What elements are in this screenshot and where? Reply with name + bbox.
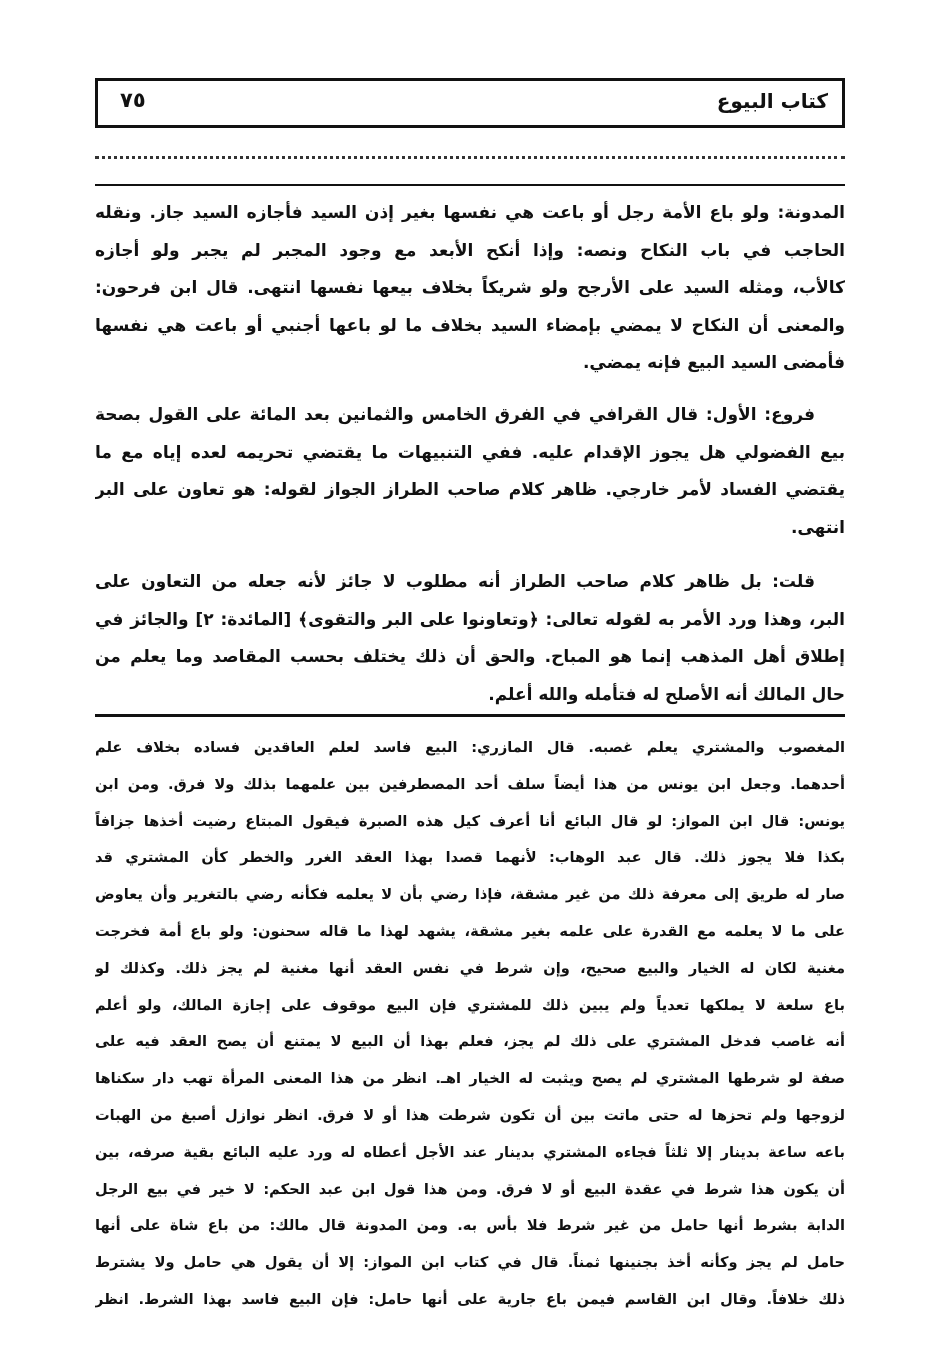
footnote-line: يونس: قال ابن المواز: لو قال البائع أنا أعرف كيل هذه الصبرة فيقول المبتاع رضيت أخذها جزافاً bbox=[95, 812, 845, 830]
footnote-line: الدابة بشرط أنها حامل من غير شرط فلا بأس به. ومن المدونة قال مالك: من باع شاة على أنها bbox=[95, 1217, 845, 1235]
footnote-line: حامل لم يجز وكأنه أخذ بجنينها ثمناً. قال في كتاب ابن المواز: إلا أن يقول هي حامل ولا يشترط bbox=[95, 1254, 845, 1272]
paragraph-line: بيع الفضولي هل يجوز الإقدام عليه. ففي التنبيهات ما يقتضي تحريمه لعده إياه مع ما bbox=[95, 442, 845, 463]
footnote-line: صفة لو شرطها المشتري لم يصح ويثبت له الخيار اهـ. انظر من هذا المعنى المرأة تهب دار سكناها bbox=[95, 1070, 845, 1088]
footnote-line: ذلك خلافاً. وقال ابن القاسم فيمن باع جارية على أنها حامل: فإن البيع فاسد بهذا الشرط. انظر bbox=[95, 1291, 845, 1308]
paragraph-line: المدونة: ولو باع الأمة رجل أو باعت هي نفسها بغير إذن السيد فأجازه السيد جاز. ونقله bbox=[95, 203, 845, 223]
running-header bbox=[95, 78, 845, 128]
paragraph-line: إطلاق أهل المذهب إنما هو المباح. والحق أن ذلك يختلف بحسب المقاصد وما يعلم من bbox=[95, 647, 845, 667]
footnote-separator bbox=[95, 714, 845, 717]
paragraph-line: يقتضي الفساد لأمر خارجي. ظاهر كلام صاحب الطراز الجواز لقوله: هو تعاون على البر bbox=[95, 480, 845, 500]
footnote-line: على ما لا يعلمه مع القدرة على علمه بغير مشقة، يشهد لهذا ما قاله سحنون: ولو باع أمة فخرجت bbox=[95, 923, 845, 940]
footnote-line: المغصوب والمشتري يعلم غصبه. قال المازري: البيع فاسد لعلم العاقدين فساده بخلاف علم bbox=[95, 739, 845, 756]
top-rule bbox=[95, 184, 845, 186]
page-number: ٧٥ bbox=[120, 88, 146, 112]
footnote-line: مغنية لكان له الخيار والبيع صحيح، وإن شرط في نفس العقد أنها مغنية لم يجز ذلك. وكذلك لو bbox=[95, 959, 845, 977]
footnote-line: بكذا فلا يجوز ذلك. قال عبد الوهاب: لأنهما قصدا بهذا العقد الغرر والخطر كأن المشتري قد bbox=[95, 849, 845, 867]
footnote-line: لزوجها ولم تحزها له حتى ماتت بين أن تكون شرطت هذا أو لا فرق. انظر نوازل أصبغ من الهبات bbox=[95, 1107, 845, 1124]
footnote-line: أن يكون هذا شرط في عقدة البيع أو لا فرق. ومن هذا قول ابن عبد الحكم: لا خير في بيع الرجل bbox=[95, 1180, 845, 1198]
paragraph-line: قلت: بل ظاهر كلام صاحب الطراز أنه مطلوب لا جائز لأنه جعله من التعاون على bbox=[95, 572, 815, 592]
footnote-line: أنه غاصب فدخل المشتري على ذلك لم يجز، فعلم بهذا أن البيع لا يمتنع أن يصح العقد فيه على bbox=[95, 1033, 845, 1051]
paragraph-line: البر، وهذا ورد الأمر به لقوله تعالى: ﴿وتعاونوا على البر والتقوى﴾ [المائدة: ٢] والجائز في bbox=[95, 609, 845, 630]
paragraph-line: حال المالك أنه الأصلح له فتأمله والله أعلم. bbox=[488, 684, 845, 705]
paragraph-line: فروع: الأول: قال القرافي في الفرق الخامس والثمانين بعد المائة على القول بصحة bbox=[95, 405, 815, 425]
footnote-line: باع سلعة لا يملكها تعدياً ولم يبين ذلك للمشتري فإن البيع موقوف على إجازة المالك، ولو أعلم bbox=[95, 996, 845, 1014]
footnote-line: باعه ساعة بدينار إلا ثلثاً فجاءه المشتري بدينار عند الأجل أعطاه له ورد عليه البائع بقية صرفه، بين bbox=[95, 1143, 845, 1161]
dotted-divider bbox=[95, 146, 845, 159]
footnote-line: صار له طريق إلى معرفة ذلك من غير مشقة، فإذا رضي بأن لا يعلمه فكأنه رضي بالتغرير وأن يعاوض bbox=[95, 886, 845, 904]
paragraph-line: فأمضى السيد البيع فإنه يمضي. bbox=[582, 353, 845, 373]
chapter-title: كتاب البيوع bbox=[716, 89, 828, 113]
paragraph-line: والمعنى أن النكاح لا يمضي بإمضاء السيد بخلاف ما لو باعها أجنبي أو باعت هي نفسها bbox=[95, 315, 845, 336]
footnote-line: أحدهما. وجعل ابن يونس من هذا أيضاً سلف أحد المصطرفين بين علمهما بذلك ولا فرق. ومن ابن bbox=[95, 775, 845, 793]
paragraph-line: الحاجب في باب النكاح ونصه: وإذا أنكح الأبعد مع وجود المجبر لم يجبر ولو أجازه bbox=[95, 240, 845, 261]
paragraph-line: كالأب، ومثله السيد على الأرجح ولو شريكاً بخلاف بيعها نفسها انتهى. قال ابن فرحون: bbox=[95, 278, 845, 298]
paragraph-line: انتهى. bbox=[790, 517, 845, 538]
